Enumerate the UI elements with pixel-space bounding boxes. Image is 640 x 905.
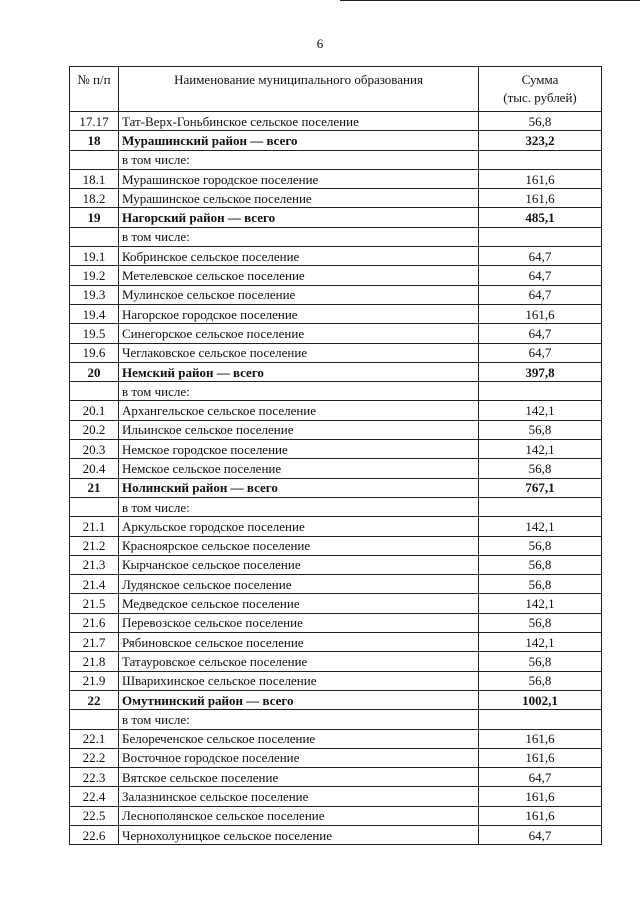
row-sum-cell: 56,8 <box>479 536 602 555</box>
row-num-cell <box>70 227 119 246</box>
row-num-cell: 22.3 <box>70 768 119 787</box>
row-name-cell: Немское сельское поселение <box>119 459 479 478</box>
row-name-cell: Мурашинский район — всего <box>119 131 479 150</box>
row-name-cell: Нолинский район — всего <box>119 478 479 497</box>
table-row <box>70 150 602 169</box>
table-row <box>70 304 602 323</box>
row-sum-cell <box>479 710 602 729</box>
row-num-cell: 20.3 <box>70 440 119 459</box>
row-num-cell: 22.4 <box>70 787 119 806</box>
row-num-cell: 18.2 <box>70 189 119 208</box>
row-num-cell: 19.2 <box>70 266 119 285</box>
table-row <box>70 671 602 690</box>
row-name-cell: Кырчанское сельское поселение <box>119 555 479 574</box>
row-name-cell: Архангельское сельское поселение <box>119 401 479 420</box>
district-total-row <box>70 131 602 150</box>
row-num-cell: 20.2 <box>70 420 119 439</box>
row-name-cell: Кобринское сельское поселение <box>119 247 479 266</box>
row-num-cell: 22.6 <box>70 825 119 844</box>
row-sum-cell: 767,1 <box>479 478 602 497</box>
row-sum-cell: 56,8 <box>479 671 602 690</box>
district-total-row <box>70 208 602 227</box>
table-row <box>70 459 602 478</box>
header-sum-line2: (тыс. рублей) <box>503 90 577 105</box>
row-name-cell: Шварихинское сельское поселение <box>119 671 479 690</box>
table-body <box>70 112 602 845</box>
row-sum-cell: 323,2 <box>479 131 602 150</box>
row-num-cell: 21.6 <box>70 613 119 632</box>
table-row <box>70 594 602 613</box>
row-sum-cell: 161,6 <box>479 729 602 748</box>
row-name-cell: Немское городское поселение <box>119 440 479 459</box>
table-row <box>70 401 602 420</box>
district-total-row <box>70 690 602 709</box>
row-num-cell: 19.3 <box>70 285 119 304</box>
table-row <box>70 555 602 574</box>
table-row <box>70 285 602 304</box>
row-num-cell: 20.1 <box>70 401 119 420</box>
row-sum-cell: 142,1 <box>479 633 602 652</box>
row-sum-cell: 56,8 <box>479 613 602 632</box>
row-name-cell: Чернохолуницкое сельское поселение <box>119 825 479 844</box>
table-row <box>70 652 602 671</box>
row-name-cell: Лудянское сельское поселение <box>119 575 479 594</box>
allocation-table <box>69 66 602 845</box>
table-row <box>70 112 602 131</box>
row-name-cell: Рябиновское сельское поселение <box>119 633 479 652</box>
row-num-cell: 22.1 <box>70 729 119 748</box>
row-sum-cell: 56,8 <box>479 575 602 594</box>
table-header-row <box>70 67 602 112</box>
table-row <box>70 710 602 729</box>
row-sum-cell: 56,8 <box>479 420 602 439</box>
row-name-cell: Белореченское сельское поселение <box>119 729 479 748</box>
table-row <box>70 227 602 246</box>
row-num-cell <box>70 497 119 516</box>
row-num-cell: 19 <box>70 208 119 227</box>
row-name-cell: Нагорский район — всего <box>119 208 479 227</box>
row-num-cell: 22 <box>70 690 119 709</box>
header-name: Наименование муниципального образования <box>119 67 479 112</box>
district-total-row <box>70 362 602 381</box>
row-sum-cell: 142,1 <box>479 517 602 536</box>
row-sum-cell: 56,8 <box>479 652 602 671</box>
row-name-cell: Залазнинское сельское поселение <box>119 787 479 806</box>
row-sum-cell: 161,6 <box>479 304 602 323</box>
header-num: № п/п <box>70 67 119 112</box>
row-num-cell: 21 <box>70 478 119 497</box>
row-name-cell: Восточное городское поселение <box>119 748 479 767</box>
row-num-cell: 21.2 <box>70 536 119 555</box>
row-num-cell: 20 <box>70 362 119 381</box>
table-row <box>70 266 602 285</box>
row-name-cell: в том числе: <box>119 227 479 246</box>
table-row <box>70 189 602 208</box>
row-name-cell: Метелевское сельское поселение <box>119 266 479 285</box>
row-sum-cell: 56,8 <box>479 459 602 478</box>
row-sum-cell: 397,8 <box>479 362 602 381</box>
table-row <box>70 575 602 594</box>
row-num-cell: 19.4 <box>70 304 119 323</box>
row-name-cell: Мурашинское городское поселение <box>119 169 479 188</box>
row-sum-cell: 64,7 <box>479 768 602 787</box>
row-sum-cell: 1002,1 <box>479 690 602 709</box>
row-name-cell: Тат-Верх-Гоньбинское сельское поселение <box>119 112 479 131</box>
row-sum-cell <box>479 382 602 401</box>
row-num-cell: 21.9 <box>70 671 119 690</box>
row-name-cell: Немский район — всего <box>119 362 479 381</box>
table-row <box>70 517 602 536</box>
table-row <box>70 497 602 516</box>
table-row <box>70 169 602 188</box>
row-sum-cell: 161,6 <box>479 787 602 806</box>
row-name-cell: в том числе: <box>119 150 479 169</box>
row-sum-cell: 485,1 <box>479 208 602 227</box>
page-number: 6 <box>316 36 324 51</box>
row-num-cell: 21.8 <box>70 652 119 671</box>
table-row <box>70 324 602 343</box>
row-sum-cell: 142,1 <box>479 401 602 420</box>
row-sum-cell: 64,7 <box>479 247 602 266</box>
row-num-cell <box>70 710 119 729</box>
table-row <box>70 440 602 459</box>
row-sum-cell: 64,7 <box>479 285 602 304</box>
row-name-cell: в том числе: <box>119 497 479 516</box>
row-sum-cell: 161,6 <box>479 806 602 825</box>
row-sum-cell: 161,6 <box>479 748 602 767</box>
row-num-cell <box>70 150 119 169</box>
row-num-cell: 17.17 <box>70 112 119 131</box>
table-row <box>70 536 602 555</box>
row-name-cell: Ильинское сельское поселение <box>119 420 479 439</box>
row-num-cell: 21.4 <box>70 575 119 594</box>
row-name-cell: Синегорское сельское поселение <box>119 324 479 343</box>
row-name-cell: Нагорское городское поселение <box>119 304 479 323</box>
row-name-cell: Чеглаковское сельское поселение <box>119 343 479 362</box>
row-name-cell: Леснополянское сельское поселение <box>119 806 479 825</box>
table-row <box>70 382 602 401</box>
row-num-cell: 19.6 <box>70 343 119 362</box>
row-name-cell: в том числе: <box>119 710 479 729</box>
row-sum-cell <box>479 227 602 246</box>
row-name-cell: Красноярское сельское поселение <box>119 536 479 555</box>
row-num-cell: 18 <box>70 131 119 150</box>
row-num-cell: 19.5 <box>70 324 119 343</box>
row-sum-cell: 161,6 <box>479 169 602 188</box>
district-total-row <box>70 478 602 497</box>
top-edge-line <box>340 0 640 1</box>
row-name-cell: Вятское сельское поселение <box>119 768 479 787</box>
row-name-cell: Мулинское сельское поселение <box>119 285 479 304</box>
table-row <box>70 729 602 748</box>
row-sum-cell <box>479 497 602 516</box>
row-num-cell: 21.7 <box>70 633 119 652</box>
header-sum <box>479 67 602 112</box>
row-sum-cell: 64,7 <box>479 343 602 362</box>
table-row <box>70 825 602 844</box>
row-name-cell: в том числе: <box>119 382 479 401</box>
table-row <box>70 633 602 652</box>
row-sum-cell: 56,8 <box>479 555 602 574</box>
row-sum-cell: 64,7 <box>479 266 602 285</box>
row-name-cell: Татауровское сельское поселение <box>119 652 479 671</box>
table-row <box>70 787 602 806</box>
row-num-cell: 19.1 <box>70 247 119 266</box>
row-num-cell: 21.5 <box>70 594 119 613</box>
row-sum-cell: 64,7 <box>479 825 602 844</box>
header-sum-line1: Сумма <box>521 72 559 87</box>
row-sum-cell: 56,8 <box>479 112 602 131</box>
row-sum-cell: 142,1 <box>479 594 602 613</box>
row-sum-cell: 64,7 <box>479 324 602 343</box>
row-sum-cell <box>479 150 602 169</box>
table-row <box>70 768 602 787</box>
row-num-cell <box>70 382 119 401</box>
row-num-cell: 20.4 <box>70 459 119 478</box>
table-row <box>70 343 602 362</box>
table-row <box>70 247 602 266</box>
row-name-cell: Перевозское сельское поселение <box>119 613 479 632</box>
row-name-cell: Омутнинский район — всего <box>119 690 479 709</box>
row-num-cell: 22.2 <box>70 748 119 767</box>
row-sum-cell: 161,6 <box>479 189 602 208</box>
table-row <box>70 806 602 825</box>
row-num-cell: 21.3 <box>70 555 119 574</box>
table-row <box>70 613 602 632</box>
row-name-cell: Мурашинское сельское поселение <box>119 189 479 208</box>
row-num-cell: 18.1 <box>70 169 119 188</box>
row-name-cell: Аркульское городское поселение <box>119 517 479 536</box>
row-sum-cell: 142,1 <box>479 440 602 459</box>
table-row <box>70 748 602 767</box>
row-num-cell: 21.1 <box>70 517 119 536</box>
row-name-cell: Медведское сельское поселение <box>119 594 479 613</box>
table-row <box>70 420 602 439</box>
row-num-cell: 22.5 <box>70 806 119 825</box>
